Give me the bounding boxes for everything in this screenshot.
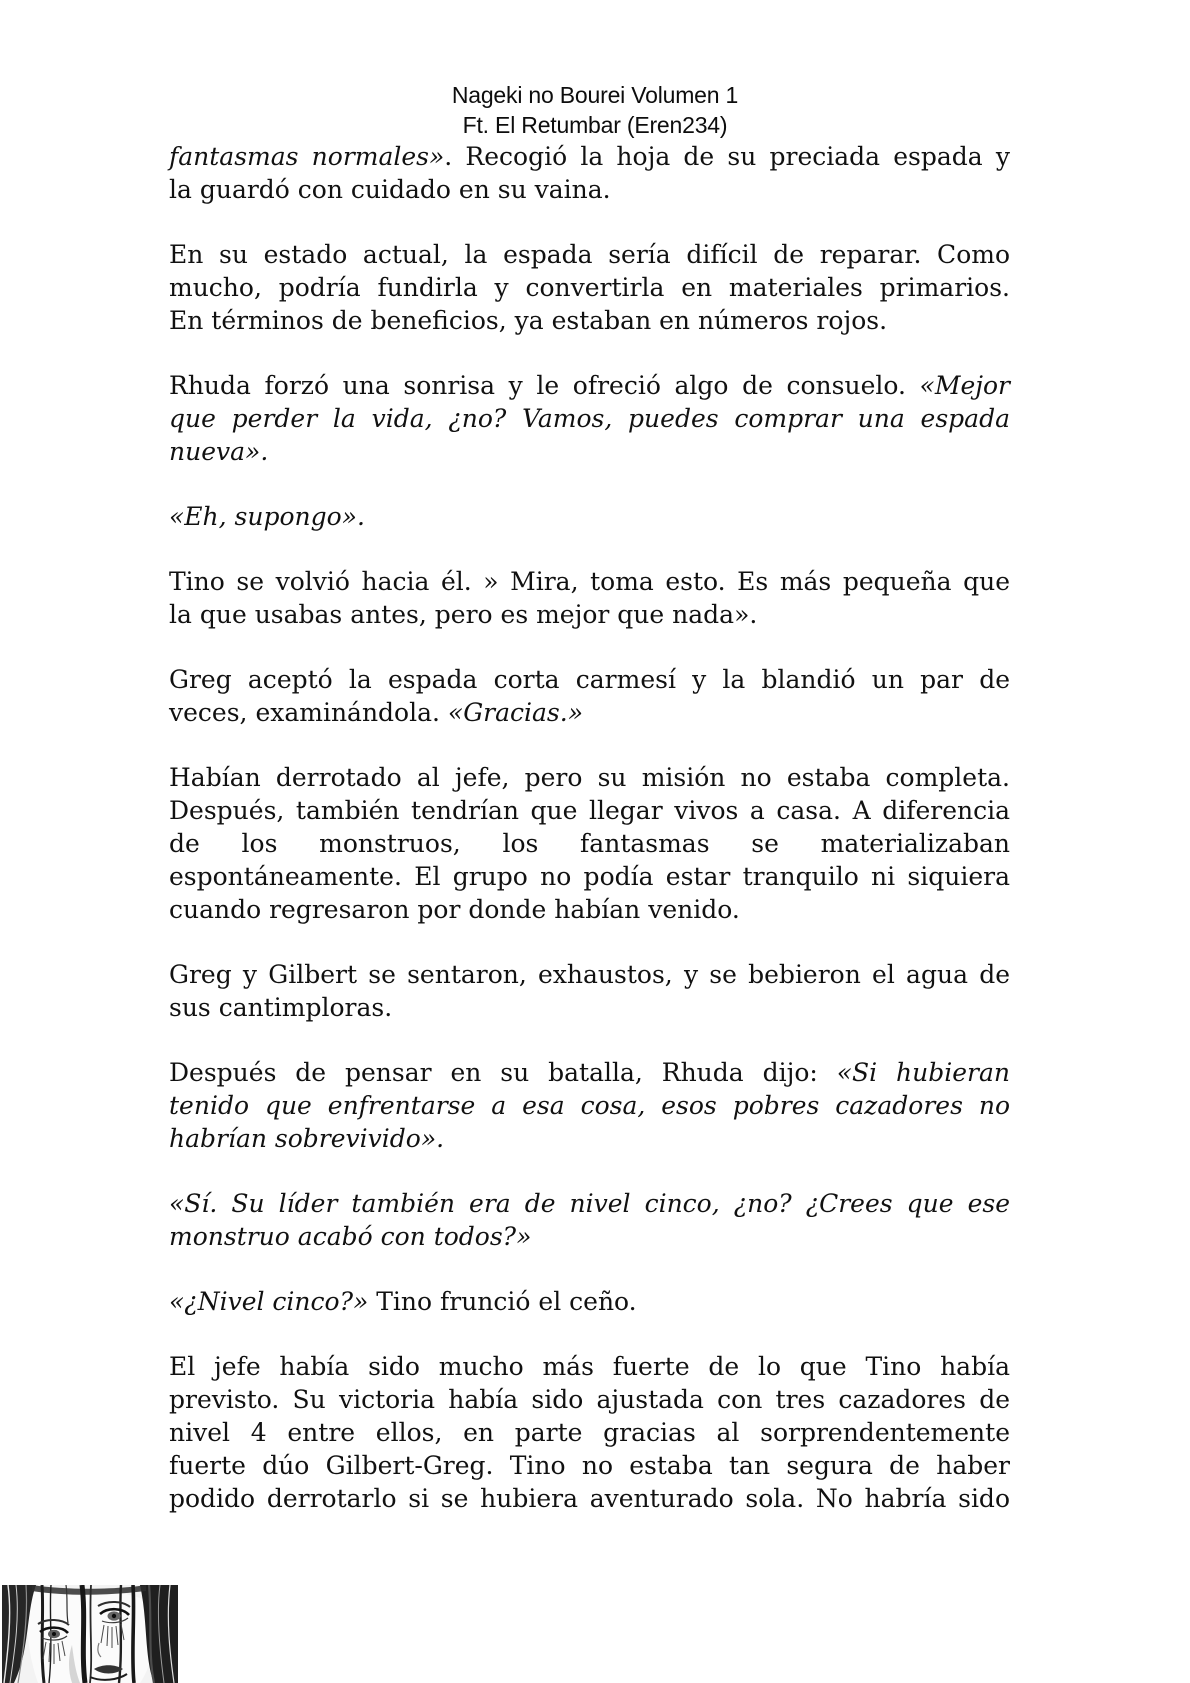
text-line: tenido que enfrentarse a esa cosa, esos pobres cazadores no: [169, 1091, 1010, 1120]
document-body: [169, 140, 1010, 1547]
text-line: espontáneamente. El grupo no podía estar tranquilo ni siquiera: [169, 862, 1010, 891]
text-line: mucho, podría fundirla y convertirla en materiales primarios.: [169, 273, 1010, 302]
text-line: Greg aceptó la espada corta carmesí y la blandió un par de: [169, 665, 1010, 694]
text-line: nivel 4 entre ellos, en parte gracias al sorprendentemente: [169, 1418, 1010, 1447]
text-line: cuando regresaron por donde habían venido.: [169, 895, 740, 924]
paragraph: [169, 500, 1010, 533]
paragraph: [169, 238, 1010, 337]
text-line: Habían derrotado al jefe, pero su misión no estaba completa.: [169, 763, 1010, 792]
paragraph: [169, 565, 1010, 631]
text-line: fantasmas normales». Recogió la hoja de su preciada espada y: [169, 142, 1010, 171]
text-line: Después, también tendrían que llegar vivos a casa. A diferencia: [169, 796, 1010, 825]
text-line: sus cantimploras.: [169, 993, 393, 1022]
page-title: Nageki no Bourei Volumen 1: [451, 82, 739, 108]
paragraph: [169, 663, 1010, 729]
text-line: Rhuda forzó una sonrisa y le ofreció algo de consuelo. «Mejor: [169, 371, 1010, 400]
text-line: Después de pensar en su batalla, Rhuda dijo: «Si hubieran: [169, 1058, 1010, 1087]
text-line: En términos de beneficios, ya estaban en números rojos.: [169, 306, 888, 335]
text-line: Tino se volvió hacia él. » Mira, toma esto. Es más pequeña que: [169, 567, 1010, 596]
text-line: «Eh, supongo».: [169, 502, 365, 531]
page-subtitle: Ft. El Retumbar (Eren234): [462, 112, 728, 138]
text-line: podido derrotarlo si se hubiera aventurado sola. No habría sido: [169, 1484, 1010, 1513]
text-line: En su estado actual, la espada sería difícil de reparar. Como: [169, 240, 1010, 269]
text-line: habrían sobrevivido».: [169, 1124, 445, 1153]
text-line: nueva».: [169, 437, 269, 466]
manga-face-drawing: [2, 1585, 178, 1683]
paragraph: [169, 1056, 1010, 1155]
text-line: Greg y Gilbert se sentaron, exhaustos, y se bebieron el agua de: [169, 960, 1010, 989]
paragraph: [169, 1350, 1010, 1515]
paragraph: [169, 140, 1010, 206]
text-line: que perder la vida, ¿no? Vamos, puedes comprar una espada: [169, 404, 1010, 433]
text-line: «Sí. Su líder también era de nivel cinco, ¿no? ¿Crees que ese: [169, 1189, 1010, 1218]
text-line: previsto. Su victoria había sido ajustada con tres cazadores de: [169, 1385, 1010, 1414]
text-line: veces, examinándola. «Gracias.»: [169, 698, 584, 727]
text-line: la que usabas antes, pero es mejor que nada».: [169, 600, 758, 629]
text-line: monstruo acabó con todos?»: [169, 1222, 532, 1251]
document-header: [0, 80, 1190, 140]
text-line: la guardó con cuidado en su vaina.: [169, 175, 611, 204]
paragraph: [169, 958, 1010, 1024]
text-line: de los monstruos, los fantasmas se materializaban: [169, 829, 1010, 858]
paragraph: [169, 1187, 1010, 1253]
paragraph: [169, 761, 1010, 926]
text-line: «¿Nivel cinco?» Tino frunció el ceño.: [169, 1287, 637, 1316]
text-line: fuerte dúo Gilbert-Greg. Tino no estaba tan segura de haber: [169, 1451, 1010, 1480]
paragraph: [169, 1285, 1010, 1318]
manga-face-image: [2, 1585, 178, 1683]
paragraph: [169, 369, 1010, 468]
text-line: El jefe había sido mucho más fuerte de lo que Tino había: [169, 1352, 1010, 1381]
